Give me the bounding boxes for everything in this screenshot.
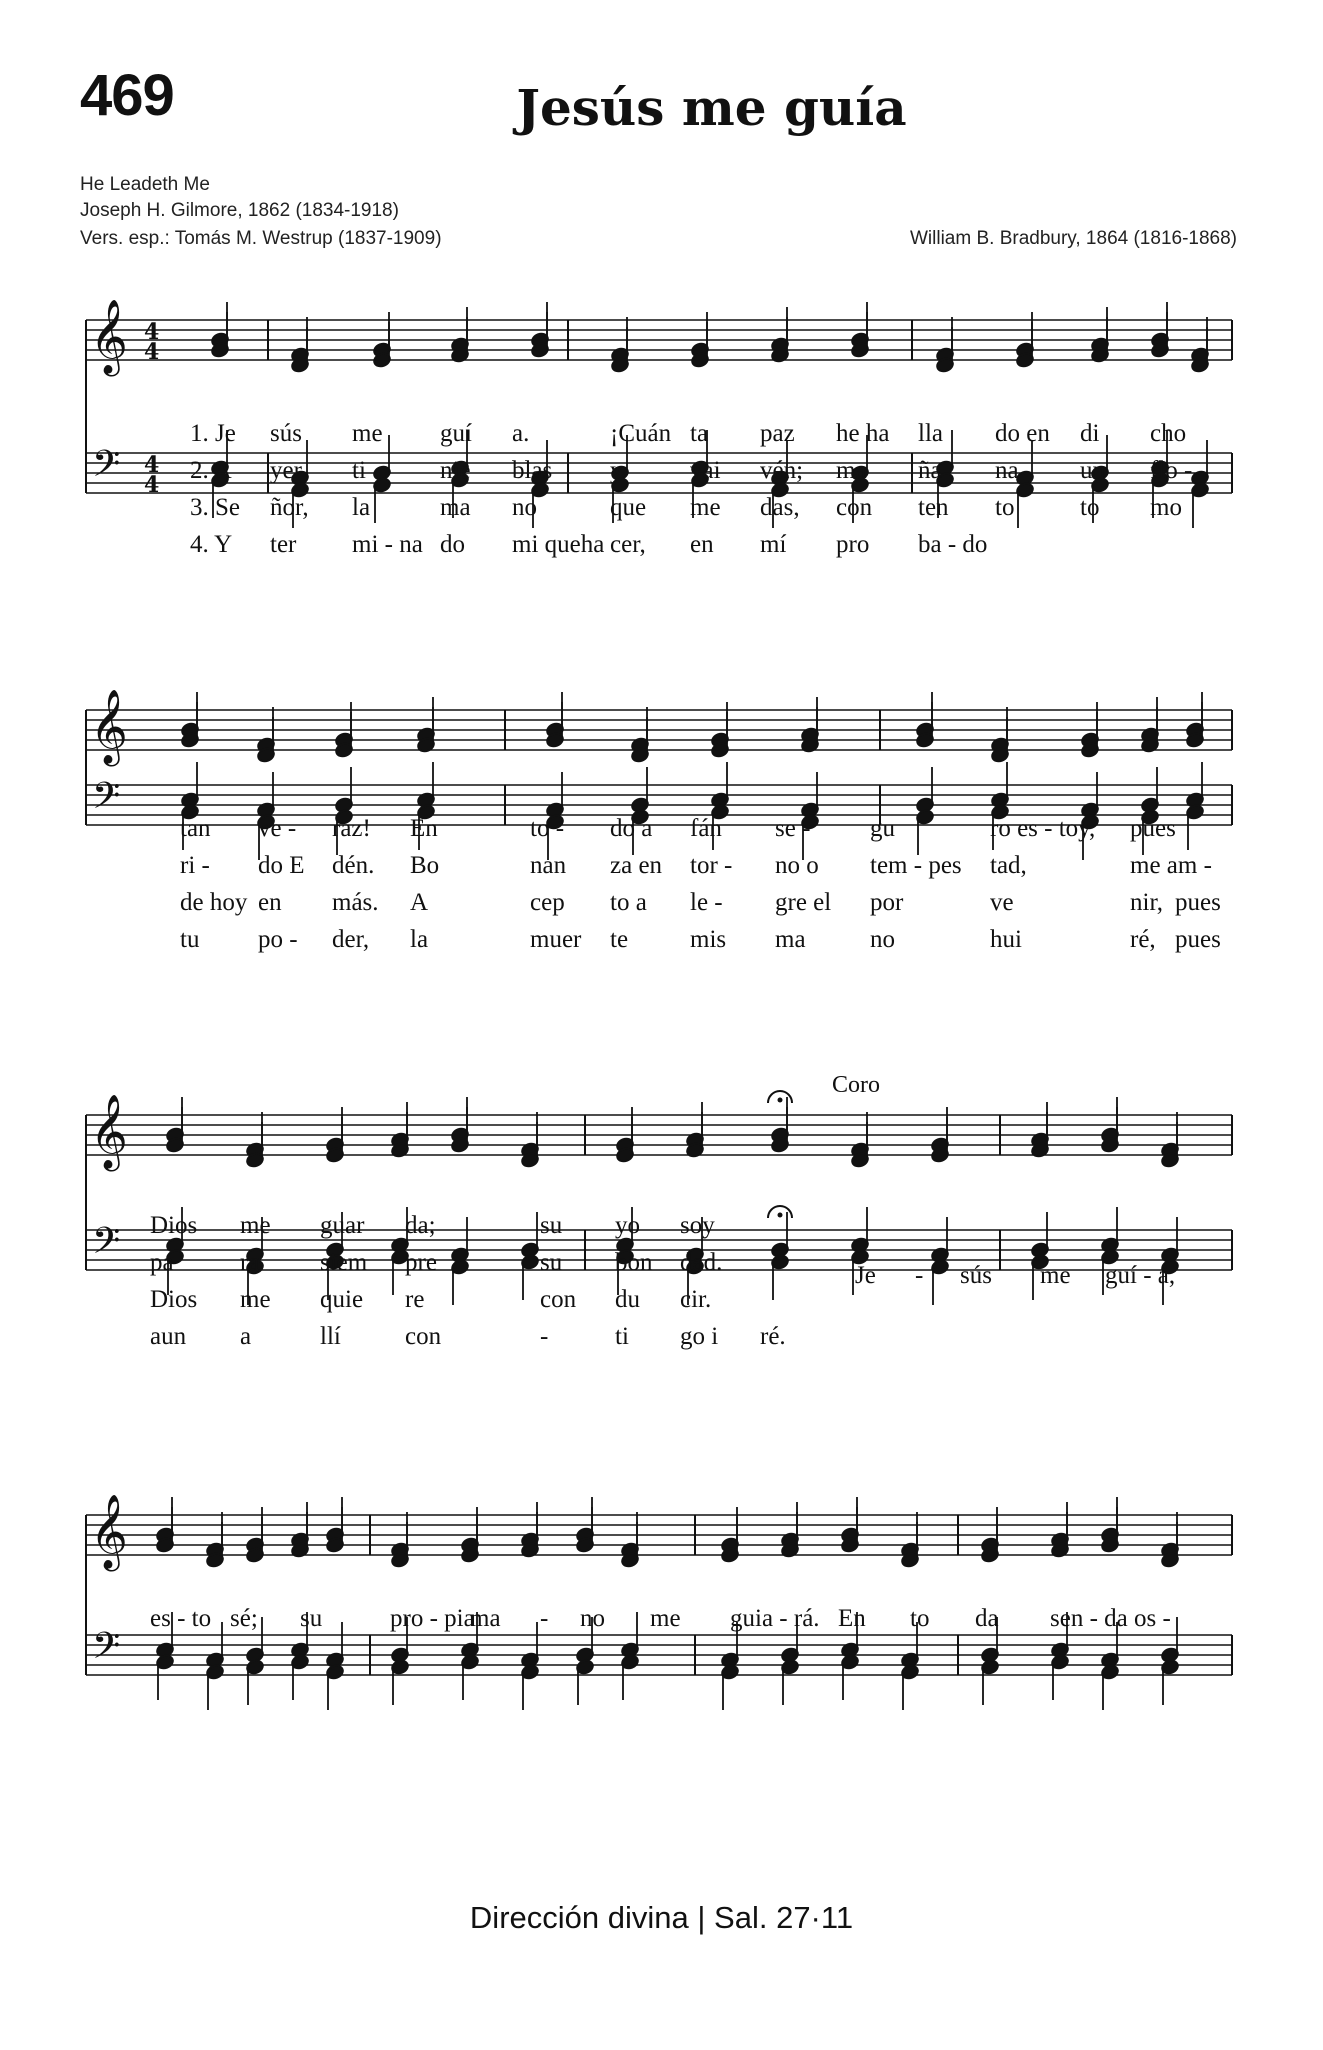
lyric-syllable: to a (610, 889, 647, 916)
lyric-syllable: pro (836, 531, 870, 558)
lyric-syllable: di (1080, 420, 1100, 447)
lyric-syllable: quie (320, 1286, 364, 1313)
lyric-syllable: ña (918, 457, 942, 484)
bass-clef-icon: 𝄢 (92, 443, 121, 494)
chorus-label: Coro (832, 1072, 880, 1098)
lyric-syllable: do en (995, 420, 1050, 447)
footer-divider: | (697, 1900, 715, 1935)
lyric-syllable: me (352, 420, 383, 447)
lyric-syllable: un (1080, 457, 1105, 484)
lyric-syllable: tan (180, 815, 211, 842)
lyric-syllable: - (540, 1605, 549, 1632)
bass-clef-icon: 𝄢 (92, 1220, 121, 1271)
lyric-syllable: ri - (180, 852, 210, 879)
lyric-syllable: su (300, 1605, 323, 1632)
lyric-syllable: ¡Cuán (610, 420, 672, 447)
fermata-dot (778, 1098, 783, 1103)
lyric-syllable: le - (690, 889, 723, 916)
lyric-syllable: sús (270, 420, 302, 447)
lyric-syllable: guar (320, 1212, 365, 1239)
lyric-syllable: la (410, 926, 429, 953)
lyric-syllable: sé; (230, 1605, 258, 1632)
lyric-syllable: en (258, 889, 282, 916)
lyric-syllable: En (838, 1605, 866, 1632)
footer (0, 1900, 1323, 1936)
lyric-syllable: no (512, 494, 537, 521)
lyric-syllable: gu (870, 815, 895, 842)
lyric-syllable: no o (775, 852, 819, 879)
lyric-syllable: sen - da os - (1050, 1605, 1171, 1632)
lyric-syllable: que (610, 494, 647, 521)
lyric-syllable: he ha (836, 420, 890, 447)
lyric-syllable: pues (1175, 926, 1221, 953)
lyric-syllable: Dios (150, 1212, 198, 1239)
lyric-syllable: Dios (150, 1286, 198, 1313)
lyric-syllable: nir, (1130, 889, 1164, 916)
lyric-syllable: ti (352, 457, 366, 484)
treble-staff (86, 320, 1232, 360)
author-credit: Joseph H. Gilmore, 1862 (1834-1918) (80, 200, 399, 221)
music-system-4 (0, 1495, 1323, 1785)
lyric-syllable: su (540, 1249, 563, 1276)
lyric-syllable: y (610, 457, 623, 484)
bass-clef-icon: 𝄢 (92, 1625, 121, 1676)
lyric-syllable: raz! (332, 815, 371, 842)
lyric-syllable: muer (530, 926, 582, 953)
lyric-syllable: ñor, (270, 494, 309, 521)
chorus-syllable: guí - a, (1105, 1262, 1176, 1289)
treble-clef-icon: 𝄞 (90, 1095, 128, 1169)
lyric-syllable: su (540, 1212, 563, 1239)
composer-credit: William B. Bradbury, 1864 (1816-1868) (909, 228, 1237, 249)
lyric-syllable: za en (610, 852, 663, 879)
treble-clef-icon: 𝄞 (90, 690, 128, 764)
lyric-syllable: 2. A (190, 457, 232, 484)
lyric-syllable: bon (615, 1249, 653, 1276)
fermata-dot (778, 1213, 783, 1218)
lyric-syllable: cir. (680, 1286, 712, 1313)
treble-clef-icon: 𝄞 (90, 1495, 128, 1569)
lyric-syllable: me (240, 1212, 271, 1239)
lyric-syllable: do E (258, 852, 305, 879)
lyric-syllable: na (995, 457, 1019, 484)
time-signature-bottom: 4 (144, 339, 160, 365)
lyric-syllable: ma (836, 457, 867, 484)
time-signature-top: 4 (144, 319, 160, 345)
lyric-syllable: ma (775, 926, 806, 953)
lyric-syllable: me (650, 1605, 681, 1632)
lyric-syllable: la (352, 494, 371, 521)
lyric-syllable: cer, (610, 531, 646, 558)
lyric-syllable: tu (180, 926, 200, 953)
lyric-syllable: mis (690, 926, 727, 953)
lyric-syllable: nie (440, 457, 471, 484)
lyric-syllable: vai (690, 457, 721, 484)
chorus-syllable: Je (855, 1262, 876, 1289)
lyric-syllable: ta (690, 420, 709, 447)
lyric-syllable: da; (405, 1212, 436, 1239)
lyric-syllable: 4. Y (190, 531, 233, 558)
lyric-syllable: me (240, 1286, 271, 1313)
time-signature-bottom: 4 (144, 472, 160, 498)
lyric-syllable: a. (512, 420, 530, 447)
lyric-syllable: mi queha (512, 531, 605, 558)
lyric-syllable: ra (240, 1249, 260, 1276)
lyric-syllable: dén. (332, 852, 375, 879)
lyric-syllable: mo (1150, 494, 1182, 521)
lyric-syllable: cho (1150, 420, 1187, 447)
lyric-syllable: fán (690, 815, 722, 842)
lyric-syllable: po - (258, 926, 298, 953)
bass-clef-icon: 𝄢 (92, 775, 121, 826)
chorus-syllable: sús (960, 1262, 992, 1289)
lyric-syllable: paz (760, 420, 795, 447)
lyric-syllable: te (610, 926, 629, 953)
lyric-syllable: hui (990, 926, 1022, 953)
lyric-syllable: gre el (775, 889, 832, 916)
lyric-syllable: ma (470, 1605, 501, 1632)
treble-clef-icon: 𝄞 (90, 300, 128, 374)
lyric-syllable: me (690, 494, 721, 521)
lyric-syllable: ré. (760, 1323, 786, 1350)
lyric-syllable: flo - (1150, 457, 1193, 484)
lyric-syllable: con (405, 1323, 442, 1350)
lyric-syllable: en (690, 531, 714, 558)
lyric-syllable: go i (680, 1323, 719, 1350)
lyric-syllable: yo (615, 1212, 640, 1239)
lyric-syllable: der, (332, 926, 370, 953)
lyric-syllable: ré, (1130, 926, 1156, 953)
lyric-syllable: nan (530, 852, 567, 879)
lyric-syllable: ve - (258, 815, 297, 842)
lyric-syllable: es - to (150, 1605, 212, 1632)
lyric-syllable: re (405, 1286, 425, 1313)
lyric-syllable: guia - rá. (730, 1605, 820, 1632)
lyric-syllable: con (540, 1286, 577, 1313)
lyric-syllable: soy (680, 1212, 715, 1239)
lyric-syllable: por (870, 889, 904, 916)
lyric-syllable: En (410, 815, 438, 842)
translator-credit: Vers. esp.: Tomás M. Westrup (1837-1909) (80, 228, 442, 249)
time-signature-top: 4 (144, 452, 160, 478)
lyric-syllable: A (410, 889, 429, 916)
lyric-syllable: da (975, 1605, 999, 1632)
lyric-syllable: siem (320, 1249, 368, 1276)
lyric-syllable: ten (918, 494, 949, 521)
lyric-syllable: ro es - toy, (990, 815, 1096, 842)
music-system-2 (0, 690, 1323, 1070)
lyric-syllable: ter (270, 531, 297, 558)
lyric-syllable: pues (1175, 889, 1221, 916)
lyric-syllable: cep (530, 889, 565, 916)
lyric-syllable: tor - (690, 852, 733, 879)
footer-reference: Sal. 27·11 (714, 1900, 854, 1935)
lyric-syllable: pues (1130, 815, 1176, 842)
lyric-syllable: 1. Je (190, 420, 236, 447)
lyric-syllable: me am - (1130, 852, 1212, 879)
lyric-syllable: pre (405, 1249, 437, 1276)
lyric-syllable: llí (320, 1323, 341, 1350)
lyric-syllable: dad. (680, 1249, 723, 1276)
lyric-syllable: más. (332, 889, 379, 916)
lyric-syllable: do a (610, 815, 653, 842)
hymn-number: 469 (80, 63, 174, 128)
lyric-syllable: 3. Se (190, 494, 240, 521)
lyric-syllable: no (870, 926, 895, 953)
footer-topic: Dirección divina (469, 1900, 689, 1935)
lyric-syllable: no (580, 1605, 605, 1632)
lyric-syllable: tad, (990, 852, 1027, 879)
lyric-syllable: tem - pes (870, 852, 962, 879)
lyric-syllable: pa (150, 1249, 174, 1276)
lyric-syllable: ve (990, 889, 1014, 916)
lyric-syllable: du (615, 1286, 640, 1313)
lyric-syllable: to (1080, 494, 1100, 521)
lyric-syllable: ti (615, 1323, 629, 1350)
lyric-syllable: - (540, 1323, 549, 1350)
lyric-syllable: mí (760, 531, 787, 558)
lyric-syllable: to (910, 1605, 930, 1632)
lyric-syllable: Bo (410, 852, 440, 879)
lyric-syllable: yer (270, 457, 302, 484)
chorus-syllable: - (915, 1262, 924, 1289)
lyric-syllable: guí (440, 420, 472, 447)
chorus-syllable: me (1040, 1262, 1071, 1289)
lyric-syllable: ma (440, 494, 471, 521)
lyric-syllable: lla (918, 420, 943, 447)
lyric-syllable: a (240, 1323, 252, 1350)
lyric-syllable: to (995, 494, 1015, 521)
lyric-syllable: con (836, 494, 873, 521)
lyric-syllable: das, (760, 494, 800, 521)
lyric-syllable: mi - na (352, 531, 423, 558)
lyric-syllable: se - (775, 815, 811, 842)
lyric-syllable: do (440, 531, 465, 558)
bass-staff (86, 453, 1232, 493)
lyric-syllable: de hoy (180, 889, 248, 916)
hymn-title: Jesús me guía (516, 78, 907, 137)
lyric-syllable: to - (530, 815, 565, 842)
lyric-syllable: ba - do (918, 531, 988, 558)
english-title: He Leadeth Me (80, 174, 210, 195)
lyric-syllable: vén; (760, 457, 804, 484)
lyric-syllable: aun (150, 1323, 187, 1350)
lyric-syllable: pro - pia (390, 1605, 475, 1632)
lyric-syllable: blas (512, 457, 553, 484)
